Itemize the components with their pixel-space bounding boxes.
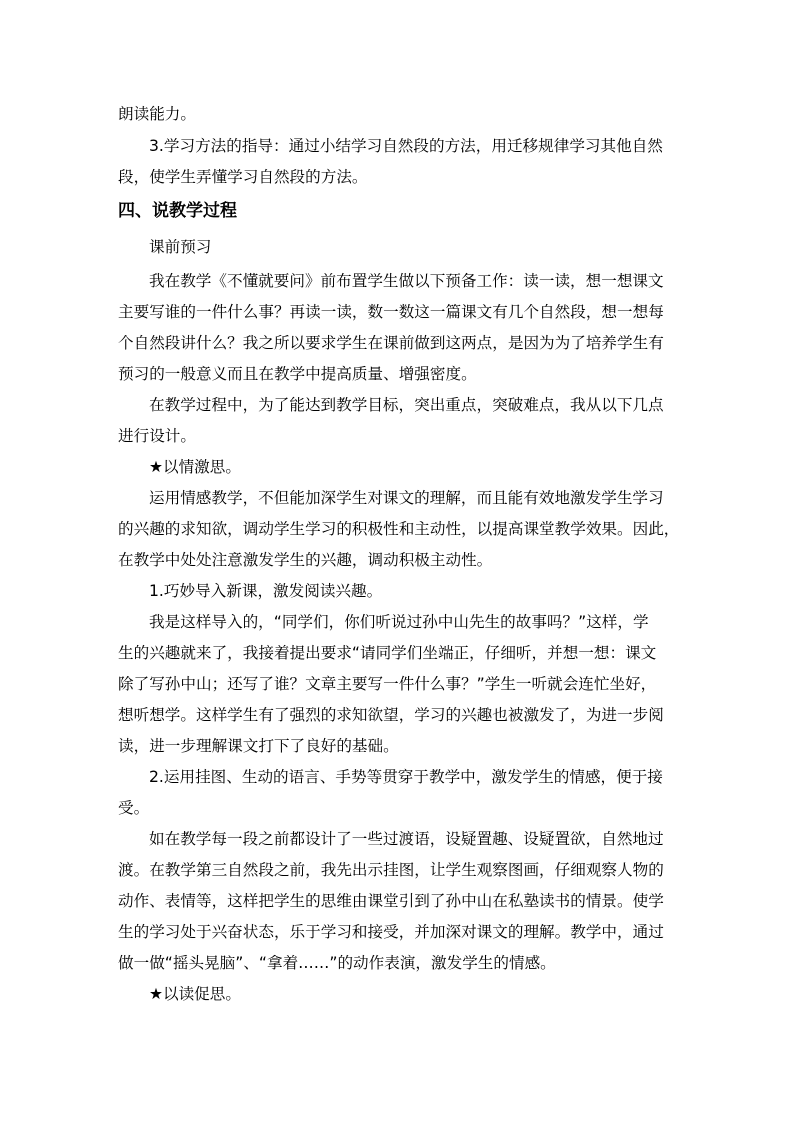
text-line: 读，进一步理解课文打下了良好的基础。 — [118, 737, 399, 755]
text-line: 如在教学每一段之前都设计了一些过渡语，设疑置趣、设疑置欲，自然地过 — [149, 830, 664, 848]
subheading: ★以情激思。 — [149, 458, 241, 476]
text-line: 主要写谁的一件什么事？再读一读，数一数这一篇课文有几个自然段，想一想每 — [118, 303, 664, 321]
text-line: 3.学习方法的指导：通过小结学习自然段的方法，用迁移规律学习其他自然 — [149, 137, 663, 155]
text-line: 段，使学生弄懂学习自然段的方法。 — [118, 168, 368, 186]
section-heading: 四、说教学过程 — [118, 201, 237, 221]
text-line: 在教学中处处注意激发学生的兴趣，调动积极主动性。 — [118, 551, 493, 569]
text-line: 在教学过程中，为了能达到教学目标，突出重点，突破难点，我从以下几点 — [149, 396, 664, 414]
text-line: 2.运用挂图、生动的语言、手势等贯穿于教学中，激发学生的情感，便于接 — [149, 768, 663, 786]
text-line: 进行设计。 — [118, 427, 196, 445]
text-line: 渡。在教学第三自然段之前，我先出示挂图，让学生观察图画，仔细观察人物的 — [118, 861, 664, 879]
text-line: 预习的一般意义而且在教学中提高质量、增强密度。 — [118, 365, 477, 383]
text-line: 做一做“摇头晃脑”、“拿着……”的动作表演，激发学生的情感。 — [118, 954, 556, 972]
text-line: 想听想学。这样学生有了强烈的求知欲望，学习的兴趣也被激发了，为进一步阅 — [118, 706, 664, 724]
subheading: 课前预习 — [149, 238, 212, 256]
text-line: 生的兴趣就来了，我接着提出要求“请同学们坐端正，仔细听，并想一想：课文 — [118, 644, 657, 662]
text-line: 运用情感教学，不但能加深学生对课文的理解，而且能有效地激发学生学习 — [149, 489, 664, 507]
text-line: 生的学习处于兴奋状态，乐于学习和接受，并加深对课文的理解。教学中，通过 — [118, 923, 664, 941]
text-line: 除了写孙中山；还写了谁？文章主要写一件什么事？”学生一听就会连忙坐好， — [118, 675, 657, 693]
text-line: 受。 — [118, 799, 150, 817]
text-line: 我是这样导入的，“同学们，你们听说过孙中山先生的故事吗？”这样，学 — [149, 613, 649, 631]
subheading: ★以读促思。 — [149, 985, 241, 1003]
text-line: 的兴趣的求知欲，调动学生学习的积极性和主动性，以提高课堂教学效果。因此， — [118, 520, 680, 538]
text-line: 动作、表情等，这样把学生的思维由课堂引到了孙中山在私塾读书的情景。使学 — [118, 892, 664, 910]
text-line: 1.巧妙导入新课，激发阅读兴趣。 — [149, 582, 383, 600]
text-line: 我在教学《不懂就要问》前布置学生做以下预备工作：读一读，想一想课文 — [149, 272, 664, 290]
text-line: 朗读能力。 — [118, 105, 196, 123]
text-line: 个自然段讲什么？我之所以要求学生在课前做到这两点，是因为为了培养学生有 — [118, 334, 664, 352]
